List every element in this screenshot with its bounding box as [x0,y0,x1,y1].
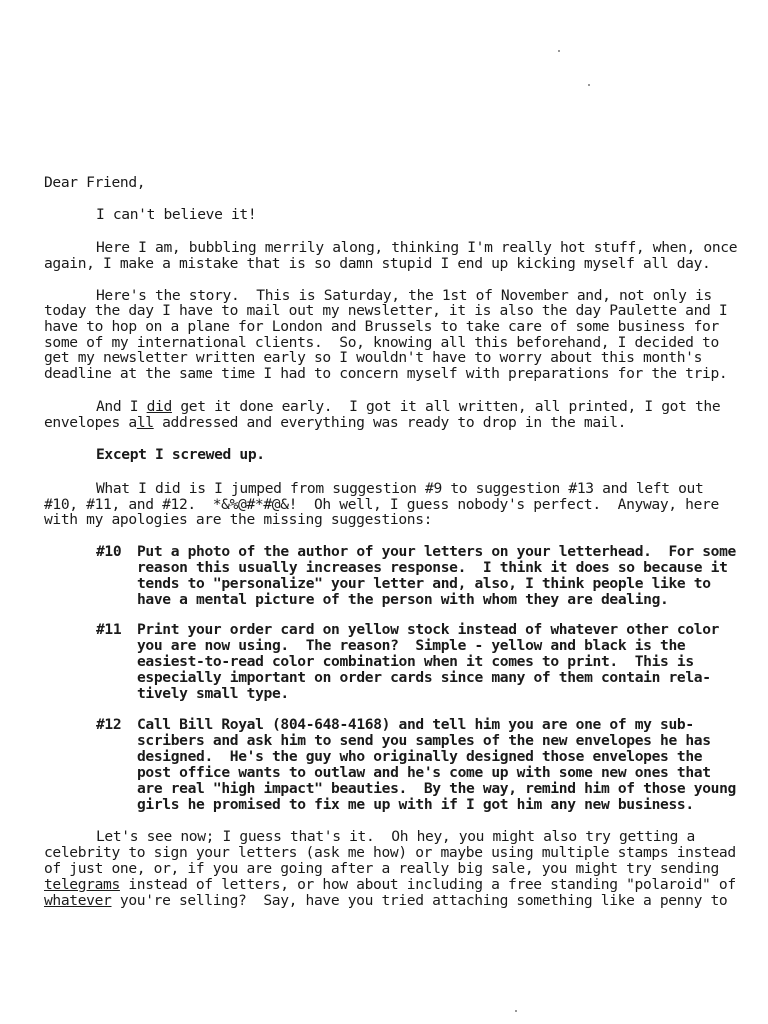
paragraph-closing-line-4: telegrams instead of letters, or how about including a free standing "polaroid" of [44,876,736,893]
suggestion-12-number: #12 [96,716,122,733]
paragraph-screwed-up: Except I screwed up. [96,446,265,463]
suggestion-11-line-2: you are now using. The reason? Simple - yellow and black is the [137,637,686,654]
suggestion-12-line-2: scribers and ask him to send you samples of the new envelopes he has [137,732,711,749]
paragraph-did-line-2: envelopes all addressed and everything was ready to drop in the mail. [44,414,627,431]
paragraph-closing-line-3: of just one, or, if you are going after a really big sale, you might try sending [44,860,719,877]
paragraph-story-line-1: Here's the story. This is Saturday, the 1st of November and, not only is [96,287,712,304]
paragraph-exclamation: I can't believe it! [96,206,257,223]
paragraph-story-line-3: have to hop on a plane for London and Brussels to take care of some business for [44,318,719,335]
paragraph-jumped-line-3: with my apologies are the missing suggestions: [44,511,433,528]
paragraph-jumped-line-1: What I did is I jumped from suggestion #9 to suggestion #13 and left out [96,480,704,497]
paragraph-jumped-line-2: #10, #11, and #12. *&%@#*#@&! Oh well, I guess nobody's perfect. Anyway, here [44,496,719,513]
suggestion-12-line-6: girls he promised to fix me up with if I got him any new business. [137,796,694,813]
paragraph-did-line-1: And I did get it done early. I got it all written, all printed, I got the [96,398,721,415]
suggestion-12-line-4: post office wants to outlaw and he's come up with some new ones that [137,764,711,781]
suggestion-10-line-1: Put a photo of the author of your letters on your letterhead. For some [137,543,736,560]
suggestion-11-number: #11 [96,621,122,638]
suggestion-11-line-5: tively small type. [137,685,289,702]
suggestion-12-line-5: are real "high impact" beauties. By the way, remind him of those young [137,780,736,797]
suggestion-10-line-3: tends to "personalize" your letter and, also, I think people like to [137,575,711,592]
paragraph-closing-line-5: whatever you're selling? Say, have you tried attaching something like a penny to [44,892,728,909]
paragraph-bubbling-line-1: Here I am, bubbling merrily along, thinking I'm really hot stuff, when, once [96,239,738,256]
suggestion-12-line-3: designed. He's the guy who originally designed those envelopes the [137,748,703,765]
suggestion-11-line-3: easiest-to-read color combination when it comes to print. This is [137,653,694,670]
suggestion-10-line-4: have a mental picture of the person with whom they are dealing. [137,591,669,608]
paragraph-story-line-6: deadline at the same time I had to concern myself with preparations for the trip. [44,365,728,382]
suggestion-10-line-2: reason this usually increases response. I think it does so because it [137,559,728,576]
suggestion-11-line-4: especially important on order cards since many of them contain rela- [137,669,711,686]
paragraph-story-line-5: get my newsletter written early so I wouldn't have to worry about this month's [44,349,703,366]
suggestion-10-number: #10 [96,543,122,560]
paragraph-closing-line-1: Let's see now; I guess that's it. Oh hey, you might also try getting a [96,828,695,845]
salutation: Dear Friend, [44,174,146,191]
suggestion-11-line-1: Print your order card on yellow stock instead of whatever other color [137,621,720,638]
scan-speck [588,84,590,86]
paragraph-story-line-2: today the day I have to mail out my newsletter, it is also the day Paulette and I [44,302,728,319]
suggestion-12-line-1: Call Bill Royal (804-648-4168) and tell him you are one of my sub- [137,716,694,733]
paragraph-story-line-4: some of my international clients. So, knowing all this beforehand, I decided to [44,334,719,351]
scan-speck [515,1010,517,1012]
paragraph-bubbling-line-2: again, I make a mistake that is so damn stupid I end up kicking myself all day. [44,255,711,272]
paragraph-closing-line-2: celebrity to sign your letters (ask me how) or maybe using multiple stamps instead [44,844,736,861]
scan-speck [558,50,560,52]
